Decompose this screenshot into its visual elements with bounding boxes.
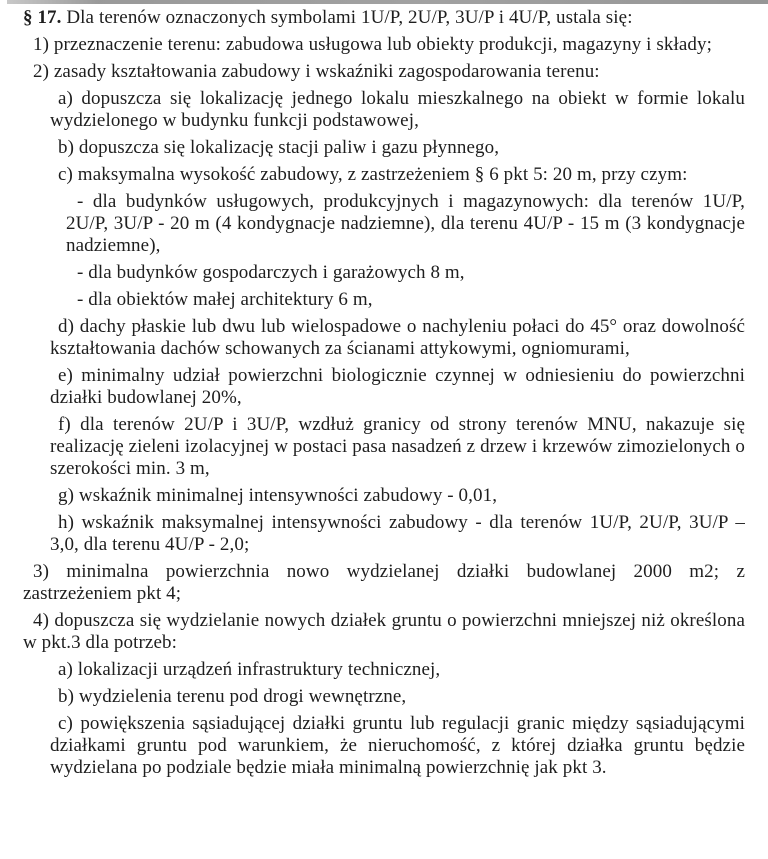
clause-3: 3) minimalna powierzchnia nowo wydzielanej działki budowlanej 2000 m2; z zastrzeżeniem pkt 4;: [23, 561, 745, 604]
section-heading: [23, 7, 745, 29]
clause-2g: g) wskaźnik minimalnej intensywności zabudowy - 0,01,: [58, 485, 498, 506]
clause-2c-dash-3: - dla obiektów małej architektury 6 m,: [77, 289, 373, 310]
clause-2h: h) wskaźnik maksymalnej intensywności zabudowy - dla terenów 1U/P, 2U/P, 3U/P – 3,0, dla terenu 4U/P - 2,0;: [50, 512, 745, 555]
section-intro: Dla terenów oznaczonych symbolami 1U/P, 2U/P, 3U/P i 4U/P, ustala się:: [66, 7, 633, 28]
clause-4c: c) powiększenia sąsiadującej działki gruntu lub regulacji granic między sąsiadującymi działkami gruntu pod warunkiem, że nieruchomość, z której działka gruntu będzie wydzielana po podziale będzie miała minimalną powierzchnię jak pkt 3.: [50, 713, 745, 778]
section-number: § 17.: [23, 7, 62, 28]
clause-4: 4) dopuszcza się wydzielanie nowych działek gruntu o powierzchni mniejszej niż określona w pkt.3 dla potrzeb:: [23, 610, 745, 653]
clause-4a: a) lokalizacji urządzeń infrastruktury technicznej,: [58, 659, 441, 680]
clause-2b: b) dopuszcza się lokalizację stacji paliw i gazu płynnego,: [58, 137, 500, 158]
clause-2a: a) dopuszcza się lokalizację jednego lokalu mieszkalnego na obiekt w formie lokalu wydzielonego w budynku funkcji podstawowej,: [50, 88, 745, 131]
clause-2c-dash-2: - dla budynków gospodarczych i garażowych 8 m,: [77, 262, 465, 283]
clause-1: 1) przeznaczenie terenu: zabudowa usługowa lub obiekty produkcji, magazyny i składy;: [33, 34, 712, 55]
scan-artifact-band: [7, 0, 768, 4]
clause-2c: c) maksymalna wysokość zabudowy, z zastrzeżeniem § 6 pkt 5: 20 m, przy czym:: [58, 164, 688, 185]
clause-2: 2) zasady kształtowania zabudowy i wskaźniki zagospodarowania terenu:: [33, 61, 600, 82]
clause-2d: d) dachy płaskie lub dwu lub wielospadowe o nachyleniu połaci do 45° oraz dowolność kształtowania dachów schowanych za ścianami attykowymi, ogniomurami,: [50, 316, 745, 359]
clause-2f: f) dla terenów 2U/P i 3U/P, wzdłuż granicy od strony terenów MNU, nakazuje się realizację zieleni izolacyjnej w postaci pasa nasadzeń z drzew i krzewów zimozielonych o szerokości min. 3 m,: [50, 414, 745, 479]
clause-2c-dash-1: - dla budynków usługowych, produkcyjnych i magazynowych: dla terenów 1U/P, 2U/P, 3U/P - 20 m (4 kondygnacje nadziemne), dla terenu 4U/P - 15 m (3 kondygnacje nadziemne),: [66, 191, 745, 256]
clause-4b: b) wydzielenia terenu pod drogi wewnętrzne,: [58, 686, 407, 707]
clause-2e: e) minimalny udział powierzchni biologicznie czynnej w odniesieniu do powierzchni działki budowlanej 20%,: [50, 365, 745, 408]
